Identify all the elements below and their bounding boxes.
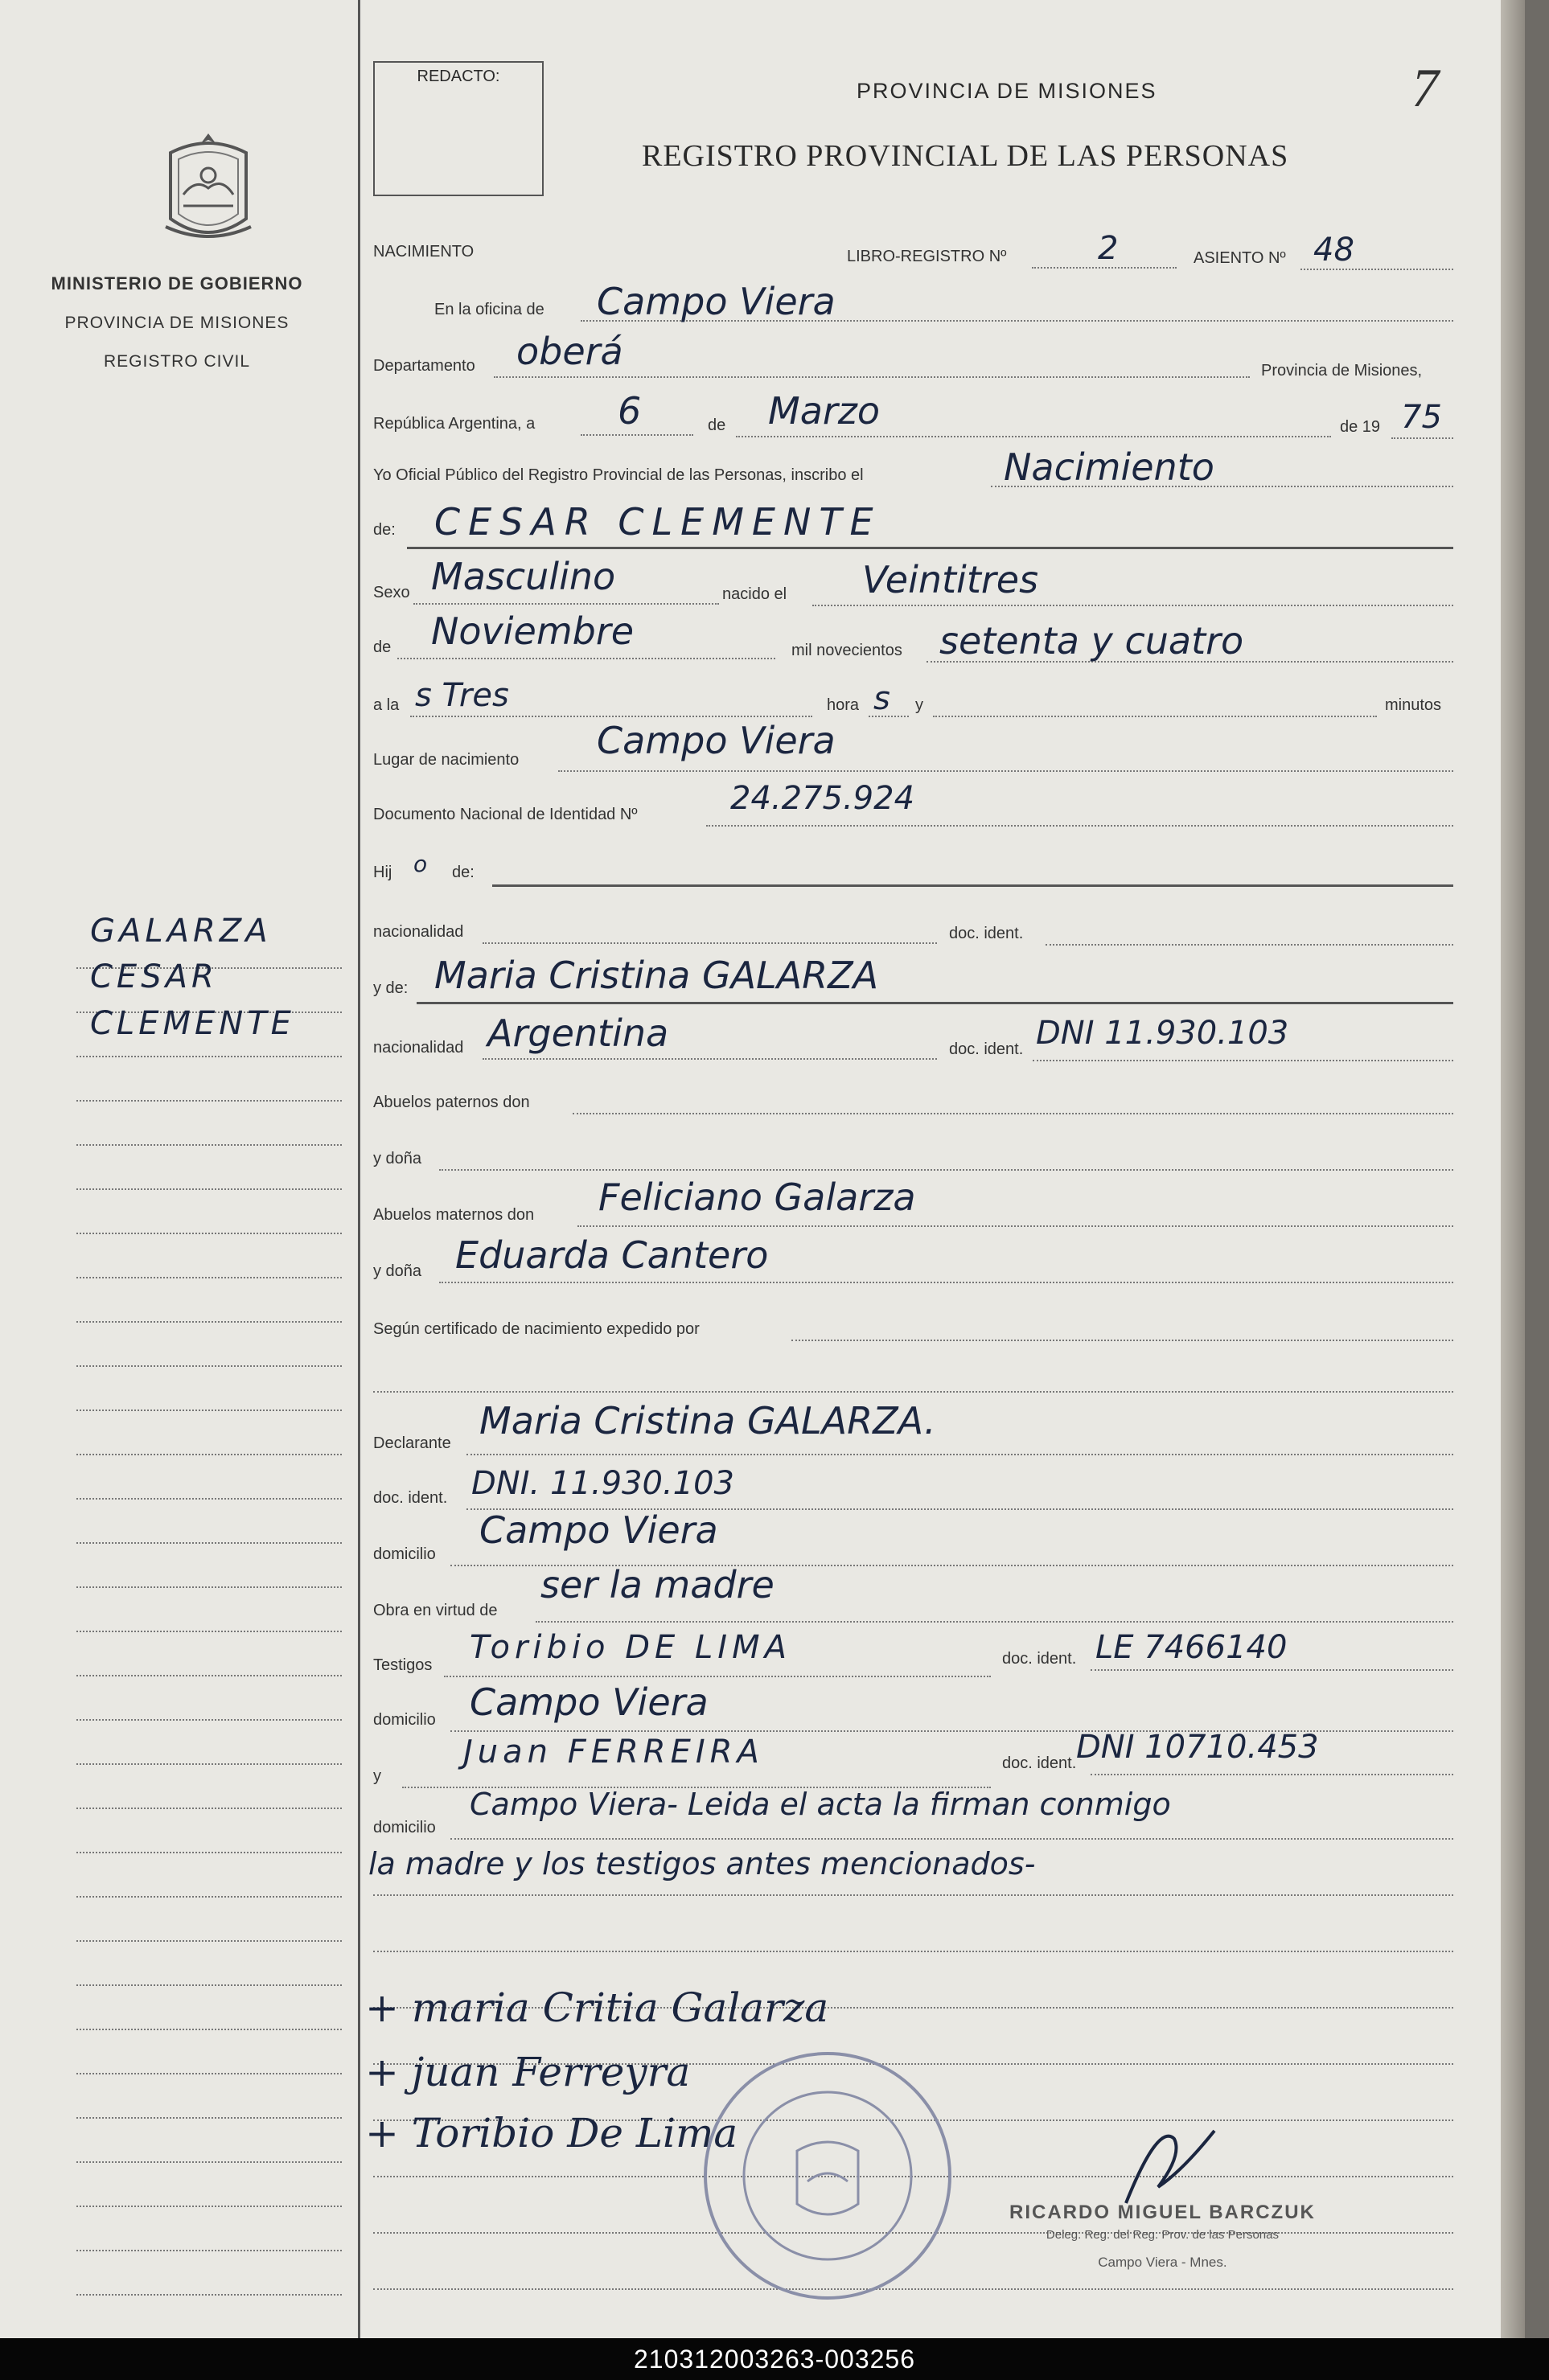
hora-num: s bbox=[873, 680, 890, 717]
province-heading: PROVINCIA DE MISIONES bbox=[857, 79, 1157, 103]
hora-value: s Tres bbox=[415, 677, 509, 714]
doc-decl-value: DNI. 11.930.103 bbox=[471, 1465, 734, 1502]
certificado-label: Según certificado de nacimiento expedido por bbox=[373, 1320, 700, 1338]
de-value: CESAR CLEMENTE bbox=[434, 500, 881, 544]
fecha-de-label: de bbox=[708, 416, 726, 434]
minutos-label: minutos bbox=[1385, 696, 1442, 714]
org-province: PROVINCIA DE MISIONES bbox=[64, 314, 290, 332]
de-label: de: bbox=[373, 521, 396, 539]
nacionalidad1-doc-label: doc. ident. bbox=[949, 925, 1024, 942]
dni-value: 24.275.924 bbox=[730, 780, 915, 817]
testigos-value: Toribio DE LIMA bbox=[470, 1629, 791, 1666]
lugar-label: Lugar de nacimiento bbox=[373, 751, 520, 769]
testigo2-doc-value: DNI 10710.453 bbox=[1076, 1729, 1319, 1766]
margin-note-surname: GALARZA bbox=[90, 913, 272, 950]
nacionalidad2-value: Argentina bbox=[487, 1012, 669, 1055]
oficina-label: En la oficina de bbox=[434, 301, 544, 318]
footer-id: 210312003263-003256 bbox=[0, 2338, 1549, 2380]
obra-label: Obra en virtud de bbox=[373, 1602, 498, 1619]
redacto-box bbox=[373, 61, 544, 196]
provincia-suffix: Provincia de Misiones, bbox=[1261, 362, 1423, 380]
inscribe-value: Nacimiento bbox=[1004, 445, 1214, 489]
registry-heading: REGISTRO PROVINCIAL DE LAS PERSONAS bbox=[642, 139, 1289, 173]
libro-value: 2 bbox=[1098, 230, 1119, 267]
mes-label: de bbox=[373, 638, 392, 656]
fecha-label: República Argentina, a bbox=[373, 415, 536, 433]
org-registry: REGISTRO CIVIL bbox=[103, 352, 251, 371]
hijo-de-label: de: bbox=[452, 864, 475, 881]
asiento-label: ASIENTO Nº bbox=[1194, 249, 1286, 267]
domicilio1-value: Campo Viera bbox=[479, 1508, 718, 1552]
abuelos-mat-value: Feliciano Galarza bbox=[598, 1176, 916, 1219]
fecha-day: 6 bbox=[618, 389, 642, 433]
redacto-label: REDACTO: bbox=[417, 68, 500, 85]
mes-value: Noviembre bbox=[431, 609, 635, 653]
abuelos-pat-dona-label: y doña bbox=[373, 1150, 422, 1167]
column-divider bbox=[358, 24, 360, 2338]
declarante-value: Maria Cristina GALARZA. bbox=[479, 1399, 936, 1442]
anio-value: setenta y cuatro bbox=[939, 619, 1244, 663]
testigos-doc-value: LE 7466140 bbox=[1095, 1629, 1288, 1666]
testigo2-value: Juan FERREIRA bbox=[463, 1734, 764, 1771]
stamp-name: RICARDO MIGUEL BARCZUK bbox=[1009, 2202, 1316, 2223]
abuelos-mat-dona-value: Eduarda Cantero bbox=[455, 1233, 769, 1277]
abuelos-pat-label: Abuelos paternos don bbox=[373, 1094, 530, 1111]
margin-note-name2: CLEMENTE bbox=[90, 1005, 295, 1042]
abuelos-mat-label: Abuelos maternos don bbox=[373, 1206, 535, 1224]
madre-label: y de: bbox=[373, 979, 409, 997]
doc-decl-label: doc. ident. bbox=[373, 1489, 448, 1507]
province-emblem-icon bbox=[159, 129, 257, 249]
nacimiento-label: NACIMIENTO bbox=[373, 243, 475, 261]
inscribe-label: Yo Oficial Público del Registro Provincial de las Personas, inscribo el bbox=[373, 466, 864, 484]
fecha-year: 75 bbox=[1401, 399, 1442, 436]
testigos-doc-label: doc. ident. bbox=[1002, 1650, 1077, 1668]
libro-label: LIBRO-REGISTRO Nº bbox=[847, 248, 1007, 265]
official-seal-icon bbox=[698, 2046, 957, 2305]
page-edge bbox=[1501, 0, 1525, 2338]
obra-value: ser la madre bbox=[540, 1563, 774, 1606]
asiento-value: 48 bbox=[1313, 232, 1354, 269]
domicilio3-value: Campo Viera- Leida el acta la firman conmigo bbox=[470, 1787, 1171, 1822]
domicilio2-value: Campo Viera bbox=[470, 1680, 709, 1724]
sexo-value: Masculino bbox=[431, 555, 616, 598]
abuelos-mat-dona-label: y doña bbox=[373, 1262, 422, 1280]
signature-testigo-lima: + Toribio De Lima bbox=[365, 2110, 738, 2156]
stamp-role: Deleg. Reg. del Reg. Prov. de las Personas bbox=[1046, 2228, 1279, 2242]
hora-a-label: a la bbox=[373, 696, 400, 714]
lugar-value: Campo Viera bbox=[597, 719, 836, 762]
hora-label: hora bbox=[827, 696, 860, 714]
testigo2-label: y bbox=[373, 1767, 381, 1785]
domicilio1-label: domicilio bbox=[373, 1545, 436, 1563]
fecha-year-label: de 19 bbox=[1340, 418, 1381, 436]
departamento-label: Departamento bbox=[373, 357, 475, 375]
org-ministry: MINISTERIO DE GOBIERNO bbox=[51, 273, 303, 293]
domicilio2-label: domicilio bbox=[373, 1711, 436, 1729]
nacionalidad2-doc-value: DNI 11.930.103 bbox=[1036, 1015, 1289, 1052]
sexo-label: Sexo bbox=[373, 584, 410, 601]
testigo2-doc-label: doc. ident. bbox=[1002, 1754, 1077, 1772]
nacionalidad2-label: nacionalidad bbox=[373, 1039, 464, 1057]
nacionalidad2-doc-label: doc. ident. bbox=[949, 1040, 1024, 1058]
dni-label: Documento Nacional de Identidad Nº bbox=[373, 806, 638, 823]
domicilio3-label: domicilio bbox=[373, 1819, 436, 1836]
fecha-month: Marzo bbox=[768, 389, 881, 433]
mil-novecientos-label: mil novecientos bbox=[791, 642, 902, 659]
hora-y-label: y bbox=[915, 696, 923, 714]
margin-lines bbox=[76, 925, 342, 2296]
margin-note-name1: CESAR bbox=[90, 958, 218, 995]
page-number: 7 bbox=[1411, 57, 1439, 118]
declarante-label: Declarante bbox=[373, 1434, 451, 1452]
nacido-label: nacido el bbox=[722, 585, 787, 603]
signature-testigo-ferreyra: + juan Ferreyra bbox=[365, 2049, 691, 2095]
domicilio3-cont: la madre y los testigos antes mencionados- bbox=[368, 1846, 1036, 1881]
testigos-label: Testigos bbox=[373, 1656, 433, 1674]
signature-madre: + maria Critia Galarza bbox=[365, 1984, 829, 2031]
nacido-value: Veintitres bbox=[862, 558, 1039, 601]
official-stamp bbox=[1009, 2202, 1316, 2274]
hijo-suffix: o bbox=[413, 851, 428, 877]
stamp-place: Campo Viera - Mnes. bbox=[1098, 2255, 1227, 2270]
departamento-value: oberá bbox=[516, 330, 623, 373]
hijo-label: Hij bbox=[373, 864, 392, 881]
nacionalidad1-label: nacionalidad bbox=[373, 923, 464, 941]
madre-value: Maria Cristina GALARZA bbox=[434, 954, 879, 997]
oficina-value: Campo Viera bbox=[597, 280, 836, 323]
